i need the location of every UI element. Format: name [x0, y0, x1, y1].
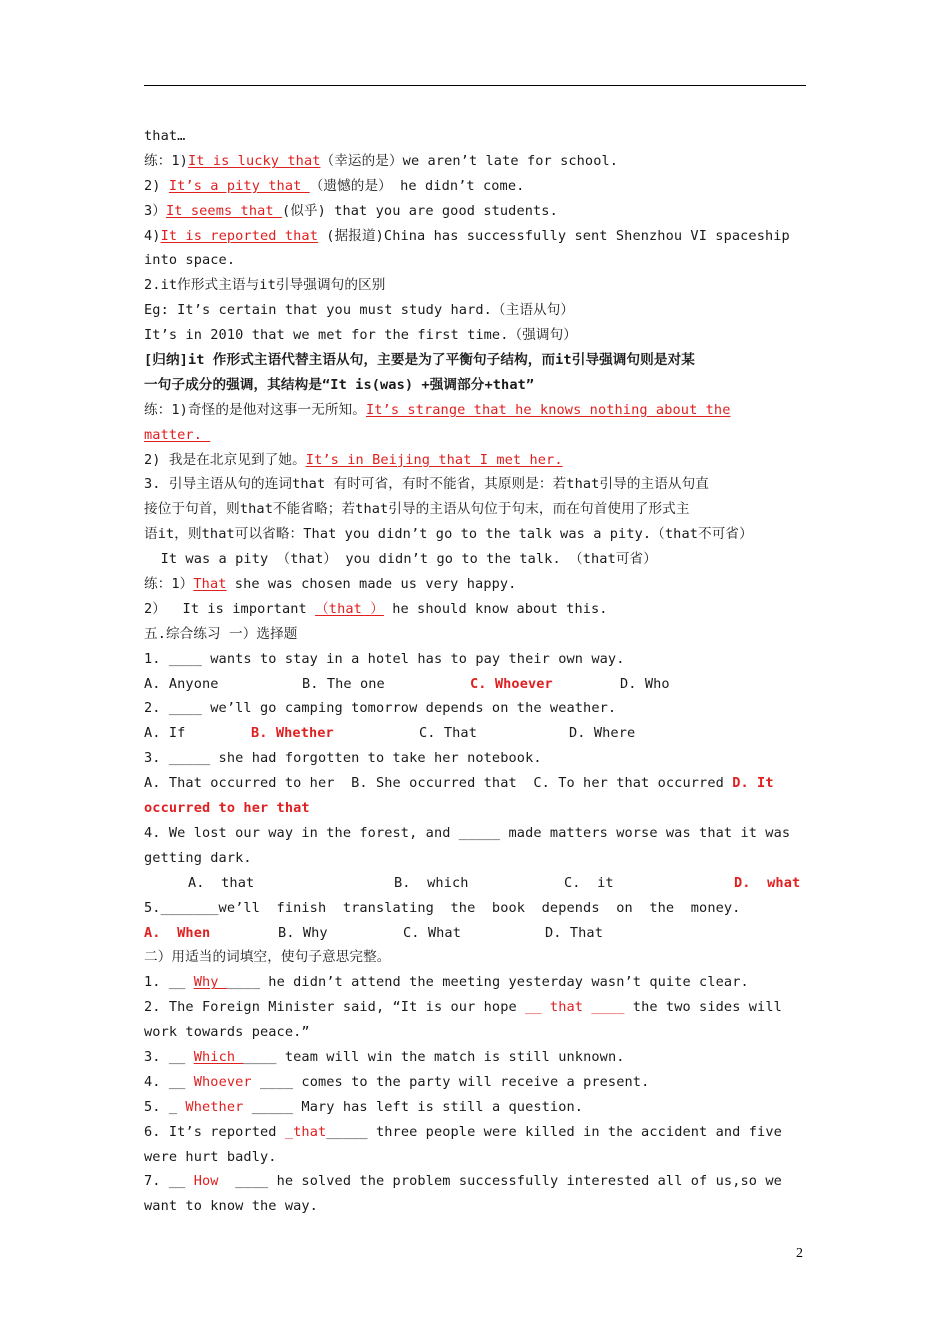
practice-line: 练：1)It is lucky that（幸运的是）we aren’t late for school.: [144, 152, 619, 169]
answer: Which: [193, 1048, 244, 1065]
question: 5._______we’ll finish translating the book depends on the money.: [144, 899, 741, 916]
options-row: [144, 672, 806, 697]
answer: How: [193, 1173, 219, 1190]
answer: Whether: [185, 1098, 244, 1115]
page-number: 2: [796, 1246, 803, 1261]
question: 3. _____ she had forgotten to take her notebook.: [144, 750, 542, 767]
option: D. Who: [620, 675, 670, 692]
practice-line: 2) 我是在北京见到了她。It’s in Beijing that I met her.: [144, 451, 563, 468]
question: 1. ____ wants to stay in a hotel has to pay their own way.: [144, 650, 625, 667]
fill-line: 4. __ Whoever ____ comes to the party will receive a present.: [144, 1073, 650, 1090]
answer: It’s strange that he knows nothing about the: [365, 401, 731, 418]
fill-line: 2. The Foreign Minister said, “It is our hope __ that ____ the two sides will: [144, 999, 782, 1016]
answer: That: [193, 576, 227, 593]
fill-line: 7. __ How ____ he solved the problem successfully interested all of us,so we: [144, 1173, 782, 1190]
fill-line: 5. _ Whether _____ Mary has left is still a question.: [144, 1098, 584, 1115]
option: C. That: [419, 725, 477, 742]
fill-line: were hurt badly.: [144, 1148, 277, 1165]
option-correct: A. When: [144, 924, 211, 941]
practice-line: [144, 423, 806, 448]
question: getting dark.: [144, 849, 252, 866]
document-body: [144, 124, 806, 1219]
answer: It’s a pity that: [168, 177, 310, 194]
text-line: 接位于句首，则that不能省略；若that引导的主语从句位于句末，而在句首使用了形式主: [144, 501, 690, 518]
practice-line: 练：1)奇怪的是他对这事一无所知。It’s strange that he knows nothing about the: [144, 401, 731, 418]
option: D. That: [545, 924, 603, 941]
answer: It’s in Beijing that I met her.: [305, 451, 563, 468]
option: D. Where: [569, 725, 636, 742]
answer: It is reported that: [160, 227, 318, 244]
summary-line: [归纳]it 作形式主语代替主语从句，主要是为了平衡句子结构，而it引导强调句则是对某: [144, 352, 695, 369]
option: A. Anyone: [144, 675, 219, 692]
practice-line: 2) It’s a pity that （遗憾的是） he didn’t come.: [144, 177, 525, 194]
practice-line: 4)It is reported that (据报道)China has successfully sent Shenzhou VI spaceship: [144, 227, 790, 244]
header-rule: [144, 85, 806, 86]
options-row: [144, 721, 806, 746]
fill-line: 6. It’s reported _that_____ three people were killed in the accident and five: [144, 1123, 782, 1140]
option: C. What: [403, 924, 461, 941]
section-heading: 二）用适当的词填空，使句子意思完整。: [144, 949, 391, 966]
options-row: A. That occurred to her B. She occurred that C. To her that occurred D. It: [144, 775, 774, 792]
option-correct: D. It: [732, 775, 774, 792]
section-heading: 五.综合练习 一）选择题: [144, 625, 298, 642]
answer: Why: [193, 974, 227, 991]
answer: Whoever: [193, 1073, 252, 1090]
fill-line: want to know the way.: [144, 1198, 318, 1215]
text-line: into space.: [144, 252, 236, 269]
practice-line: 练：1）That she was chosen made us very happy.: [144, 576, 517, 593]
option: B. Why: [278, 924, 328, 941]
answer: __ that ____: [525, 999, 625, 1016]
fill-line: 1. __ Why ____ he didn’t attend the meeting yesterday wasn’t quite clear.: [144, 974, 749, 991]
summary-line: 一句子成分的强调，其结构是“It is(was) +强调部分+that”: [144, 376, 535, 393]
example-line: It’s in 2010 that we met for the first time.（强调句）: [144, 327, 577, 344]
answer: matter.: [144, 426, 211, 443]
answer: （that ）: [315, 600, 384, 617]
example-line: Eg: It’s certain that you must study hard.（主语从句）: [144, 302, 575, 319]
text-line: that…: [144, 128, 186, 144]
option: A. If: [144, 725, 186, 742]
option: A. that: [188, 874, 255, 891]
answer: It is lucky that: [187, 152, 321, 169]
option-correct: B. Whether: [251, 725, 334, 742]
text-line: 语it，则that可以省略：That you didn’t go to the talk was a pity.（that不可省）: [144, 526, 753, 543]
option: C. it: [564, 874, 614, 891]
options-row: [144, 871, 806, 896]
option-correct: D. what: [734, 874, 801, 891]
answer: _that: [284, 1123, 327, 1140]
options-row: [144, 921, 806, 946]
option-correct: occurred to her that: [144, 800, 310, 817]
option-correct: C. Whoever: [470, 675, 553, 692]
practice-line: 3）It seems that (似乎) that you are good students.: [144, 202, 558, 219]
section-heading: 2.it作形式主语与it引导强调句的区别: [144, 277, 386, 294]
fill-line: work towards peace.”: [144, 1024, 310, 1041]
practice-line: 2） It is important （that ） he should know about this.: [144, 600, 608, 617]
fill-line: 3. __ Which ____ team will win the match is still unknown.: [144, 1048, 625, 1065]
option: B. The one: [302, 675, 385, 692]
option: B. which: [394, 874, 469, 891]
answer: It seems that: [165, 202, 282, 219]
question: 2. ____ we’ll go camping tomorrow depends on the weather.: [144, 700, 617, 717]
question: 4. We lost our way in the forest, and _____ made matters worse was that it was: [144, 824, 791, 841]
text-line: 3. 引导主语从句的连词that 有时可省，有时不能省，其原则是：若that引导的主语从句直: [144, 476, 709, 493]
text-line: It was a pity （that） you didn’t go to the talk. （that可省）: [144, 551, 657, 568]
